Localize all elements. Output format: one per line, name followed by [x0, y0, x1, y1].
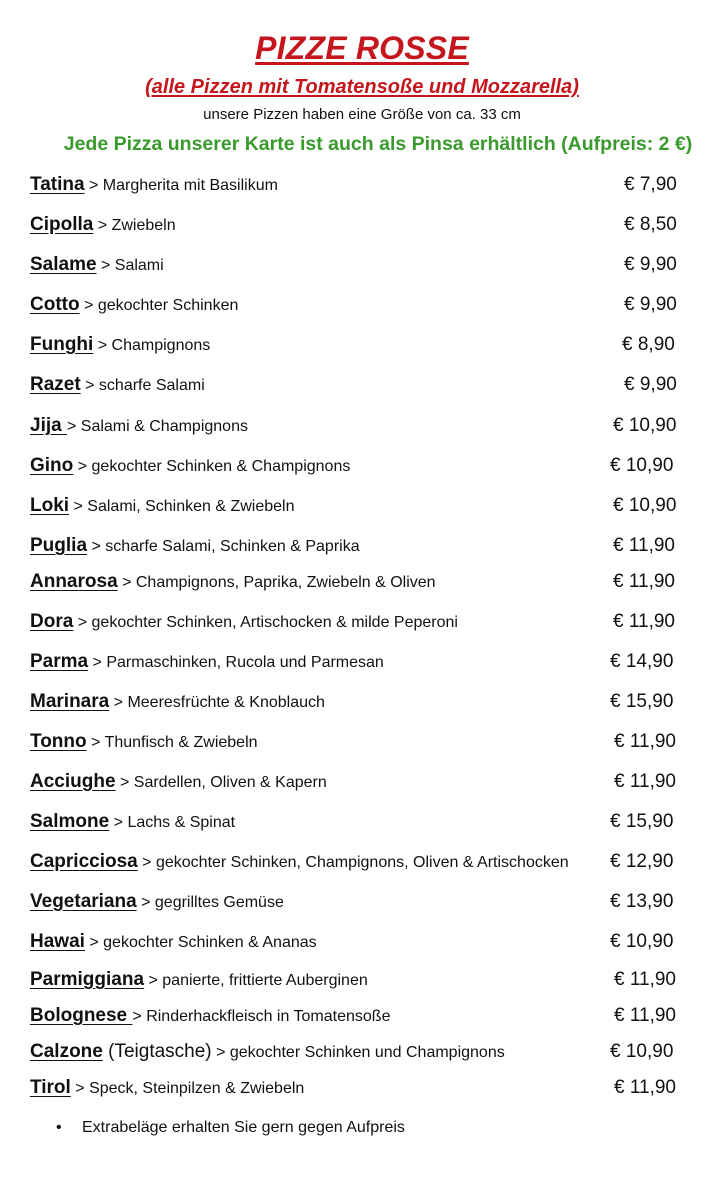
menu-item-price: € 9,90	[624, 294, 677, 315]
menu-item	[30, 174, 700, 202]
menu-item-name: Funghi	[30, 334, 94, 355]
menu-item-extra: (Teigtasche)	[102, 1041, 212, 1062]
menu-item-description: > Margherita mit Basilikum	[84, 177, 278, 194]
menu-item-price: € 11,90	[614, 1005, 676, 1026]
menu-item-description: > gekochter Schinken & Ananas	[84, 934, 317, 951]
menu-item-description: > Salami	[96, 257, 164, 274]
menu-item-price: € 14,90	[610, 651, 674, 672]
pinsa-note: Jede Pizza unserer Karte ist auch als Pinsa erhältlich (Aufpreis: 2 €)	[63, 133, 693, 155]
footnote-text: Extrabeläge erhalten Sie gern gegen Aufpreis	[82, 1119, 405, 1136]
menu-item-price: € 9,90	[624, 254, 677, 275]
size-note: unsere Pizzen haben eine Größe von ca. 33 cm	[203, 106, 521, 123]
menu-item	[30, 969, 700, 997]
menu-item-name: Acciughe	[30, 771, 116, 792]
menu-item	[30, 334, 700, 362]
menu-item	[30, 771, 700, 799]
menu-item	[30, 1041, 700, 1069]
menu-item	[30, 374, 700, 402]
menu-item-description: > Parmaschinken, Rucola und Parmesan	[88, 654, 384, 671]
menu-item-description: > gekochter Schinken	[79, 297, 239, 314]
menu-item-description: > gegrilltes Gemüse	[136, 894, 284, 911]
menu-item	[30, 571, 700, 599]
menu-item	[30, 651, 700, 679]
menu-item-name: Annarosa	[30, 571, 118, 592]
menu-item-description: > gekochter Schinken und Champignons	[211, 1044, 505, 1061]
menu-item-price: € 15,90	[610, 691, 674, 712]
page-subtitle: (alle Pizzen mit Tomatensoße und Mozzarella)	[145, 76, 579, 98]
menu-item-description: > Lachs & Spinat	[109, 814, 236, 831]
menu-item	[30, 415, 700, 443]
menu-item-name: Tatina	[30, 174, 85, 195]
menu-item	[30, 731, 700, 759]
menu-item-price: € 11,90	[613, 535, 675, 556]
menu-item-description: > Meeresfrüchte & Knoblauch	[109, 694, 325, 711]
menu-item-name: Salame	[30, 254, 97, 275]
footnote	[56, 1119, 405, 1137]
menu-item-name: Hawai	[30, 931, 85, 952]
page-title: PIZZE ROSSE	[255, 30, 469, 66]
menu-item	[30, 691, 700, 719]
menu-item-price: € 8,50	[624, 214, 677, 235]
menu-item-name: Tirol	[30, 1077, 71, 1098]
menu-item-price: € 15,90	[610, 811, 674, 832]
menu-item	[30, 455, 700, 483]
menu-item-name: Loki	[30, 495, 70, 516]
menu-item-name: Cotto	[30, 294, 80, 315]
menu-item-description: > gekochter Schinken, Artischocken & milde Peperoni	[73, 614, 458, 631]
menu-item	[30, 1077, 700, 1105]
menu-item-description: > gekochter Schinken, Champignons, Oliven & Artischocken	[137, 854, 569, 871]
menu-item	[30, 495, 700, 523]
menu-item-price: € 10,90	[613, 415, 677, 436]
menu-item-name: Capricciosa	[30, 851, 138, 872]
menu-item-description: > Champignons, Paprika, Zwiebeln & Oliven	[117, 574, 436, 591]
menu-item-name: Marinara	[30, 691, 110, 712]
menu-item-price: € 9,90	[624, 374, 677, 395]
menu-item	[30, 891, 700, 919]
menu-item-name: Calzone	[30, 1041, 103, 1062]
menu-item-price: € 11,90	[614, 1077, 676, 1098]
menu-item	[30, 931, 700, 959]
menu-item	[30, 294, 700, 322]
menu-item	[30, 254, 700, 282]
menu-item-description: > Speck, Steinpilzen & Zwiebeln	[70, 1080, 305, 1097]
menu-item-price: € 11,90	[613, 611, 675, 632]
menu-item-description: > scharfe Salami	[80, 377, 205, 394]
menu-item	[30, 851, 700, 879]
menu-item-description: > Salami & Champignons	[66, 418, 248, 435]
menu-item	[30, 1005, 700, 1033]
menu-item-name: Vegetariana	[30, 891, 137, 912]
menu-item-price: € 11,90	[614, 731, 676, 752]
menu-item-price: € 12,90	[610, 851, 674, 872]
bullet-icon: •	[56, 1119, 62, 1136]
menu-item-name: Cipolla	[30, 214, 94, 235]
menu-item-description: > Sardellen, Oliven & Kapern	[115, 774, 327, 791]
menu-item-name: Tonno	[30, 731, 87, 752]
menu-item-name: Gino	[30, 455, 74, 476]
menu-item-price: € 10,90	[613, 495, 677, 516]
menu-item-price: € 11,90	[614, 969, 676, 990]
menu-item-price: € 10,90	[610, 1041, 674, 1062]
menu-item-price: € 13,90	[610, 891, 674, 912]
menu-item-description: > Champignons	[93, 337, 211, 354]
menu-item	[30, 811, 700, 839]
menu-item-name: Salmone	[30, 811, 110, 832]
menu-item-price: € 11,90	[614, 771, 676, 792]
menu-item-name: Parma	[30, 651, 89, 672]
menu-item-description: > Zwiebeln	[93, 217, 176, 234]
menu-item-name: Puglia	[30, 535, 88, 556]
menu-item-price: € 7,90	[624, 174, 677, 195]
menu-item-description: > Thunfisch & Zwiebeln	[86, 734, 258, 751]
menu-item-description: > gekochter Schinken & Champignons	[73, 458, 351, 475]
menu-item-price: € 11,90	[613, 571, 675, 592]
menu-item-price: € 10,90	[610, 931, 674, 952]
menu-item-name: Dora	[30, 611, 74, 632]
menu-item-description: > Rinderhackfleisch in Tomatensoße	[132, 1008, 391, 1025]
menu-item-price: € 10,90	[610, 455, 674, 476]
menu-item-name: Bolognese	[30, 1005, 133, 1026]
menu-item	[30, 611, 700, 639]
menu-item	[30, 535, 700, 563]
menu-item-description: > scharfe Salami, Schinken & Paprika	[87, 538, 360, 555]
menu-item-price: € 8,90	[622, 334, 675, 355]
menu-item-name: Parmiggiana	[30, 969, 145, 990]
menu-item	[30, 214, 700, 242]
menu-item-description: > Salami, Schinken & Zwiebeln	[69, 498, 295, 515]
menu-item-description: > panierte, frittierte Auberginen	[144, 972, 368, 989]
menu-item-name: Jija	[30, 415, 67, 436]
menu-item-name: Razet	[30, 374, 81, 395]
